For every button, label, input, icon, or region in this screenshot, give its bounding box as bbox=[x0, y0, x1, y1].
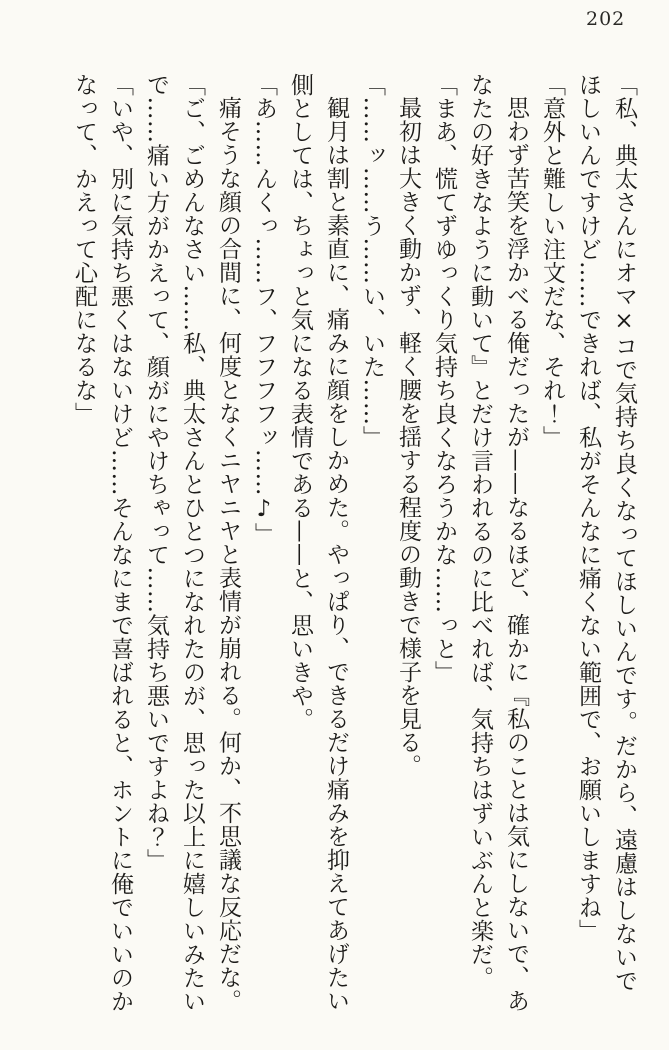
paragraph-dialogue: 「まあ、慌てずゆっくり気持ち良くなろうかな……っと」 bbox=[431, 73, 457, 684]
paragraph-dialogue: 「いや、別に気持ち悪くはないけど……そんなにまで喜ばれると、ホントに俺でいいのかなって、かえって心配になるな」 bbox=[71, 73, 133, 1013]
paragraph-narration: 思わず苦笑を浮かべる俺だったが——なるほど、確かに『私のことは気にしないで、あなたの好きなように動いて』とだけ言われるのに比べれば、気持ちはずいぶんと楽だ。 bbox=[467, 73, 529, 1013]
paragraph-dialogue: 「意外と難しい注文だな、それ！」 bbox=[539, 73, 565, 449]
paragraph-narration: 観月は割と素直に、痛みに顔をしかめた。やっぱり、できるだけ痛みを抑えてあげたい側としては、ちょっと気になる表情である——と、思いきや。 bbox=[287, 73, 349, 1013]
paragraph-dialogue: 「……ッ……う……い、いた……」 bbox=[359, 73, 385, 449]
paragraph-narration: 痛そうな顔の合間に、何度となくニヤニヤと表情が崩れる。何か、不思議な反応だな。 bbox=[215, 96, 241, 1013]
page-text bbox=[28, 73, 642, 1015]
page-number: 202 bbox=[586, 8, 626, 30]
paragraph-dialogue: 「あ……んくっ……フ、フフフフッ……♪」 bbox=[251, 73, 277, 546]
paragraph-dialogue: 「私、典太さんにオマ×コで気持ち良くなってほしいんです。だから、遠慮はしないでほしいんですけど……できれば、私がそんなに痛くない範囲で、お願いしますね」 bbox=[575, 73, 637, 993]
paragraph-narration: 最初は大きく動かず、軽く腰を揺する程度の動きで様子を見る。 bbox=[395, 96, 421, 778]
paragraph-dialogue: 「ご、ごめんなさい……私、典太さんとひとつになれたのが、思った以上に嬉しいみたいで……痛い方がかえって、顔がにやけちゃって……気持ち悪いですよね？」 bbox=[143, 73, 205, 1013]
